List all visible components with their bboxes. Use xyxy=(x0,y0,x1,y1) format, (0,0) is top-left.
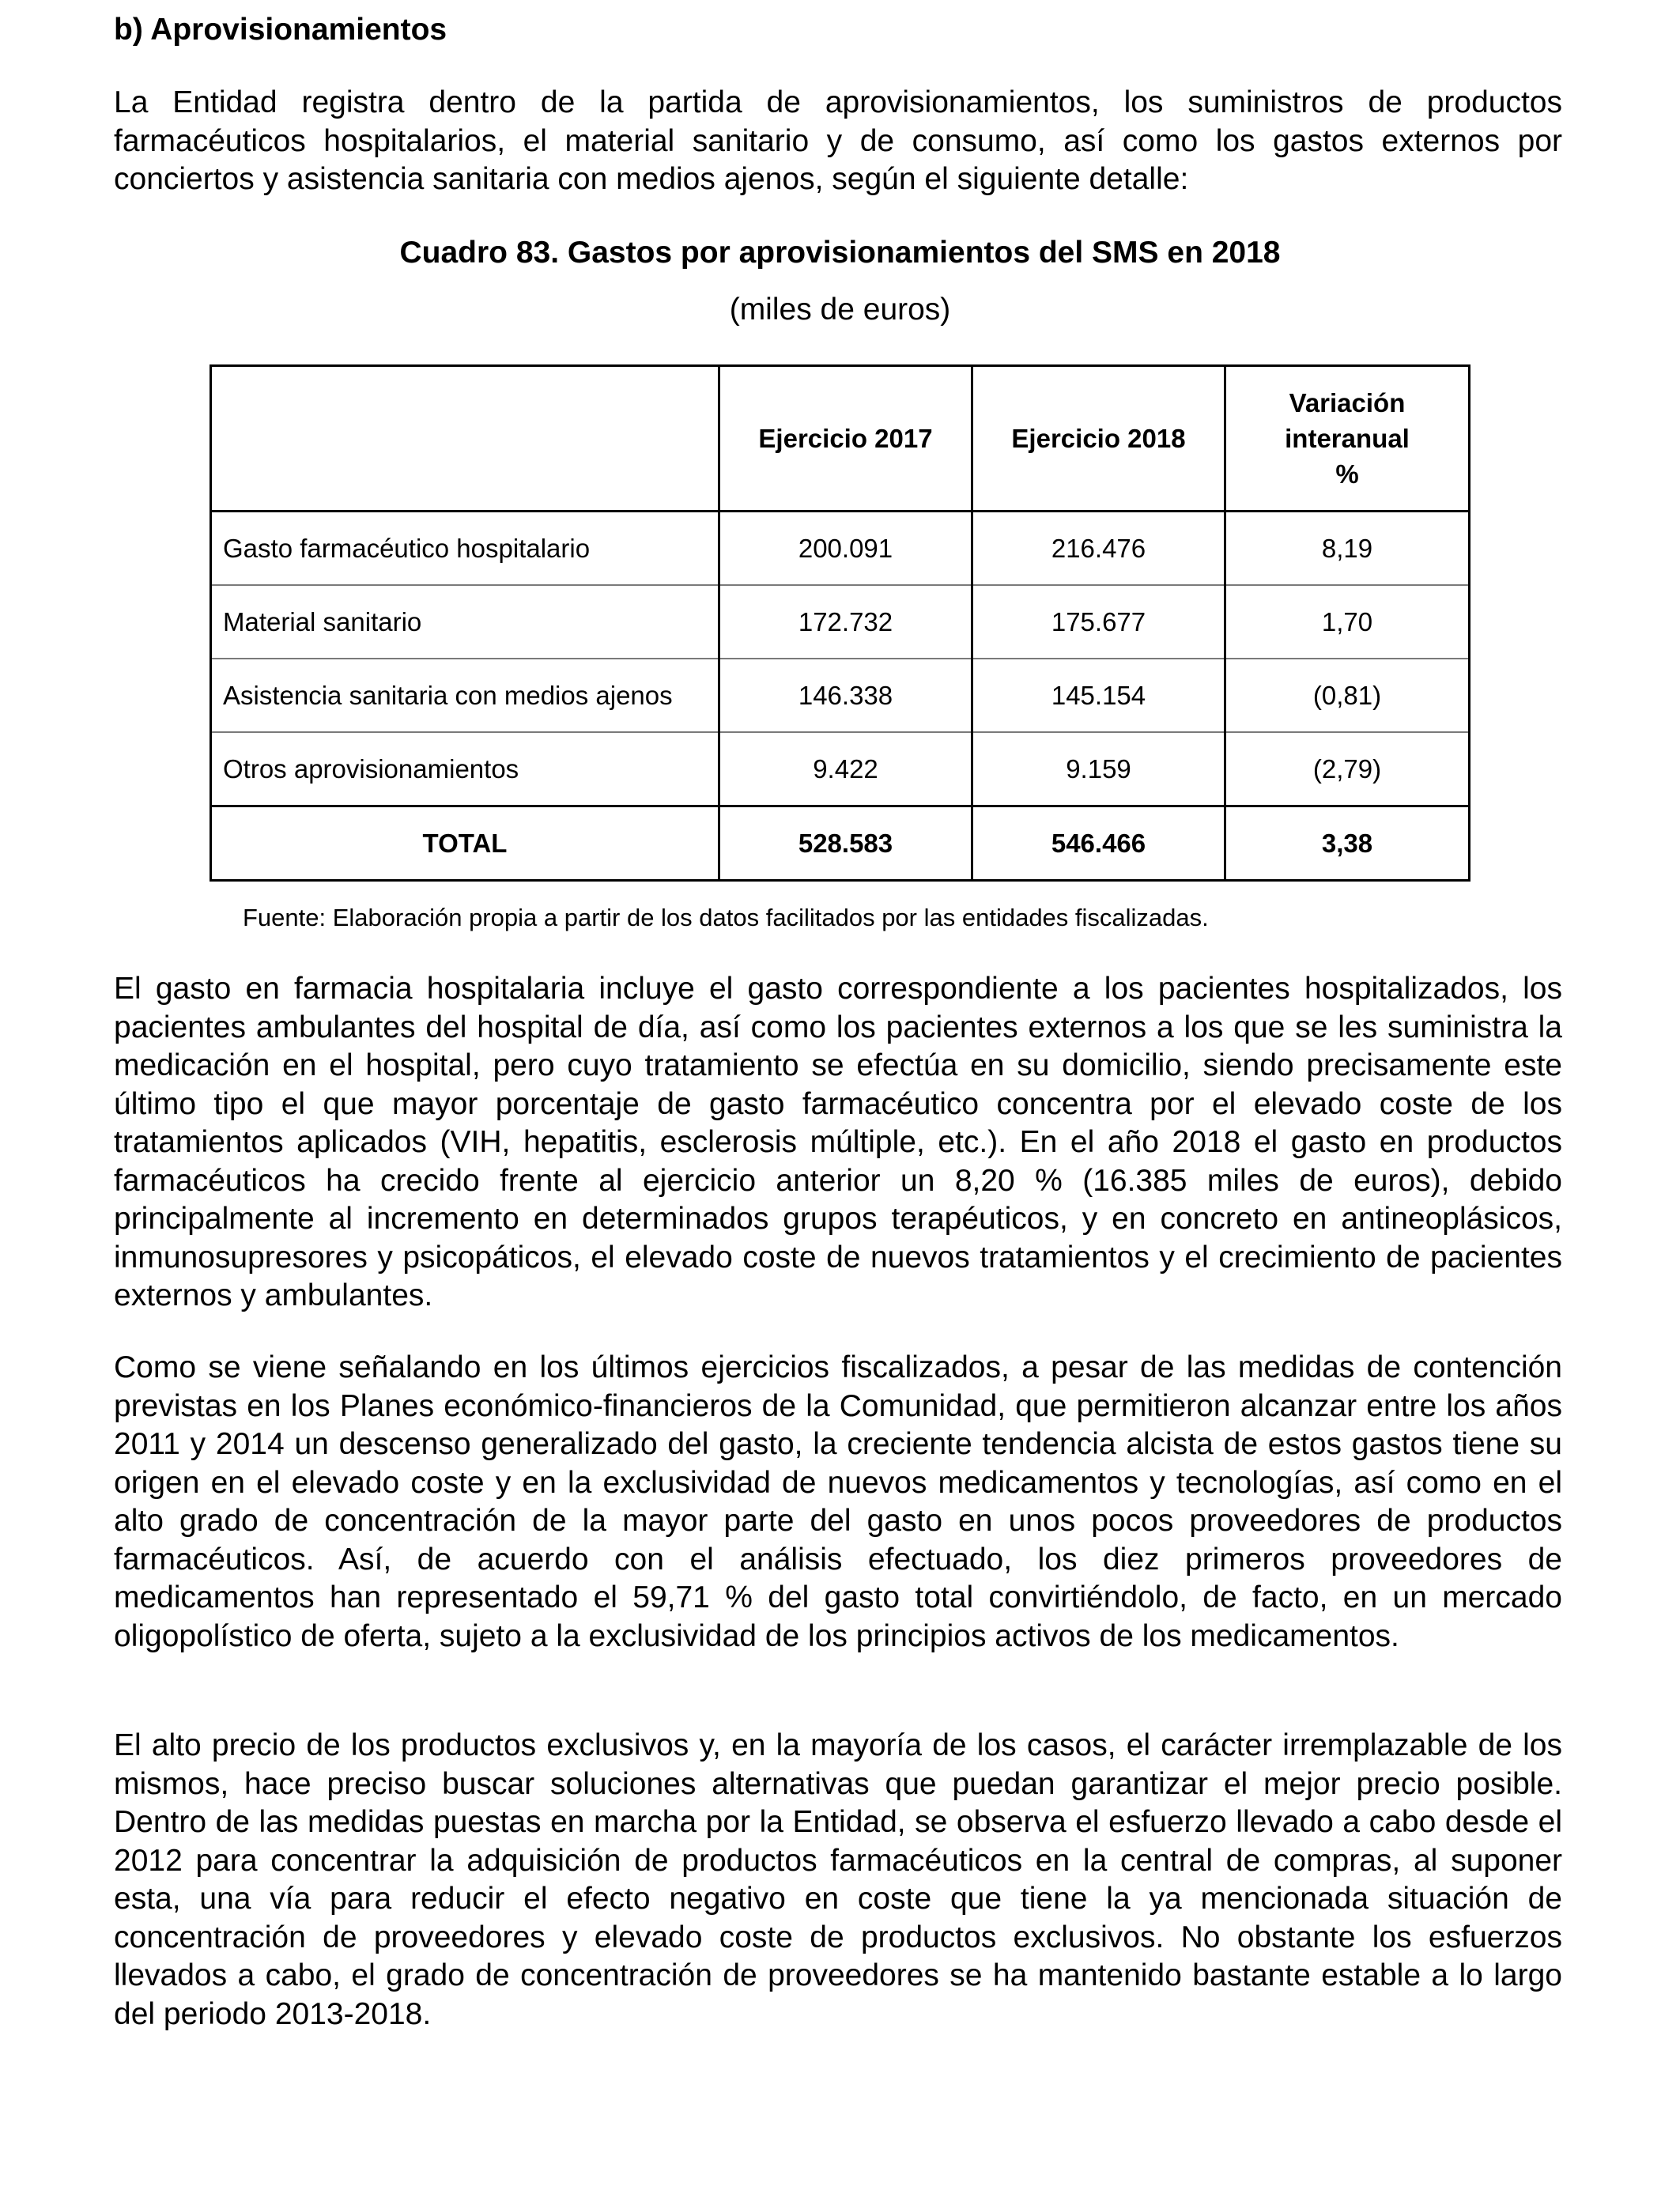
section-heading: b) Aprovisionamientos xyxy=(114,13,447,47)
supplies-expense-table xyxy=(210,364,1470,882)
header-variation-line1: Variación xyxy=(1289,388,1406,417)
row-value-2018: 145.154 xyxy=(972,659,1225,732)
intro-paragraph: La Entidad registra dentro de la partida de aprovisionamientos, los suministros de productos farmacéuticos hospitalarios, el material sanitario y de consumo, así como los gastos externos por conciertos y asistencia sanitaria con medios ajenos, según el siguiente detalle: xyxy=(114,85,1562,196)
row-value-2017: 200.091 xyxy=(719,512,972,586)
row-variation: 1,70 xyxy=(1225,585,1470,659)
header-variation xyxy=(1225,366,1470,512)
header-2017: Ejercicio 2017 xyxy=(719,366,972,512)
total-value-2018: 546.466 xyxy=(972,806,1225,881)
table-row xyxy=(211,585,1470,659)
row-value-2017: 172.732 xyxy=(719,585,972,659)
total-value-2017: 528.583 xyxy=(719,806,972,881)
row-value-2018: 9.159 xyxy=(972,732,1225,806)
row-value-2018: 175.677 xyxy=(972,585,1225,659)
body-paragraph-measures: El alto precio de los productos exclusivos y, en la mayoría de los casos, el carácter irremplazable de los mismos, hace preciso buscar soluciones alternativas que puedan garantizar el mejor precio posible. Dentro de las medidas puestas en marcha por la Entidad, se observa el esfuerzo llevado a cabo desde el 2012 para concentrar la adquisición de productos farmacéuticos en la central de compras, al suponer esta, una vía para reducir el efecto negativo en coste que tiene la ya mencionada situación de concentración de proveedores y elevado coste de productos exclusivos. No obstante los esfuerzos llevados a cabo, el grado de concentración de proveedores se ha mantenido bastante estable a lo largo del periodo 2013-2018. xyxy=(114,1728,1562,2031)
row-label: Gasto farmacéutico hospitalario xyxy=(211,512,719,586)
table-title: Cuadro 83. Gastos por aprovisionamientos del SMS en 2018 xyxy=(399,236,1281,270)
body-paragraph-pharmacy: El gasto en farmacia hospitalaria incluye el gasto correspondiente a los pacientes hospitalizados, los pacientes ambulantes del hospital de día, así como los pacientes externos a los que se les suministra la medicación en el hospital, pero cuyo tratamiento se efectúa en su domicilio, siendo precisamente este último tipo el que mayor porcentaje de gasto farmacéutico concentra por el elevado coste de los tratamientos aplicados (VIH, hepatitis, esclerosis múltiple, etc.). En el año 2018 el gasto en productos farmacéuticos ha crecido frente al ejercicio anterior un 8,20 % (16.385 miles de euros), debido principalmente al incremento en determinados grupos terapéuticos, y en concreto en antineoplásicos, inmunosupresores y psicopáticos, el elevado coste de nuevos tratamientos y el crecimiento de pacientes externos y ambulantes. xyxy=(114,972,1562,1312)
table-subtitle: (miles de euros) xyxy=(729,293,951,327)
row-variation: (2,79) xyxy=(1225,732,1470,806)
row-value-2017: 146.338 xyxy=(719,659,972,732)
table-source-note: Fuente: Elaboración propia a partir de los datos facilitados por las entidades fiscalizadas. xyxy=(243,904,1209,931)
table-row xyxy=(211,512,1470,586)
row-variation: (0,81) xyxy=(1225,659,1470,732)
total-variation: 3,38 xyxy=(1225,806,1470,881)
row-label: Material sanitario xyxy=(211,585,719,659)
header-variation-line2: interanual xyxy=(1285,424,1410,453)
header-variation-line3: % xyxy=(1335,459,1359,489)
header-2018: Ejercicio 2018 xyxy=(972,366,1225,512)
header-empty-cell xyxy=(211,366,719,512)
row-value-2017: 9.422 xyxy=(719,732,972,806)
table-total-row xyxy=(211,806,1470,881)
table-row xyxy=(211,659,1470,732)
total-label: TOTAL xyxy=(211,806,719,881)
row-label: Asistencia sanitaria con medios ajenos xyxy=(211,659,719,732)
body-paragraph-trend: Como se viene señalando en los últimos ejercicios fiscalizados, a pesar de las medidas de contención previstas en los Planes económico-financieros de la Comunidad, que permitieron alcanzar entre los años 2011 y 2014 un descenso generalizado del gasto, la creciente tendencia alcista de estos gastos tiene su origen en el elevado coste y en la exclusividad de nuevos medicamentos y tecnologías, así como en el alto grado de concentración de la mayor parte del gasto en unos pocos proveedores de productos farmacéuticos. Así, de acuerdo con el análisis efectuado, los diez primeros proveedores de medicamentos han representado el 59,71 % del gasto total convirtiéndolo, de facto, en un mercado oligopolístico de oferta, sujeto a la exclusividad de los principios activos de los medicamentos. xyxy=(114,1350,1562,1653)
row-value-2018: 216.476 xyxy=(972,512,1225,586)
row-variation: 8,19 xyxy=(1225,512,1470,586)
table-header-row xyxy=(211,366,1470,512)
row-label: Otros aprovisionamientos xyxy=(211,732,719,806)
table-row xyxy=(211,732,1470,806)
